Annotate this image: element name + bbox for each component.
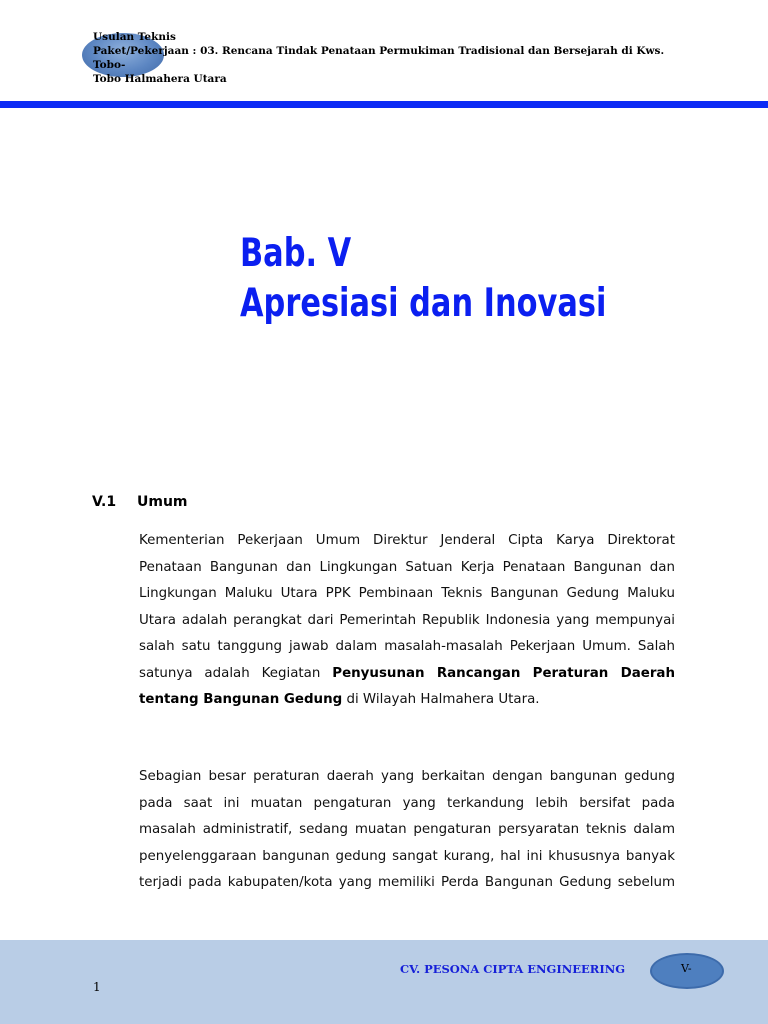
paragraph-line (139, 661, 675, 688)
footer-band (0, 940, 768, 1024)
paragraph-line: Utara adalah perangkat dari Pemerintah Republik Indonesia yang mempunyai (139, 612, 675, 628)
paragraph-line: pada saat ini muatan pengaturan yang terkandung lebih bersifat pada (139, 795, 675, 811)
paragraph-line: Kementerian Pekerjaan Umum Direktur Jenderal Cipta Karya Direktorat (139, 533, 675, 548)
bold-text: Penyusunan Rancangan Peraturan Daerah (332, 665, 675, 681)
bold-text: tentang Bangunan Gedung (139, 692, 343, 707)
section-heading (92, 492, 188, 512)
chapter-name: Apresiasi dan Inovasi (240, 281, 607, 326)
header-rule (0, 101, 768, 108)
paragraph-line: salah satu tanggung jawab dalam masalah-masalah Pekerjaan Umum. Salah (139, 639, 675, 654)
paragraph-2 (139, 764, 675, 897)
paragraph-line (139, 687, 675, 714)
document-header (93, 30, 693, 86)
chapter-title (240, 229, 606, 329)
paragraph-line: masalah administratif, sedang muatan pengaturan persyaratan teknis dalam (139, 822, 675, 837)
footer-company-name: CV. PESONA CIPTA ENGINEERING (400, 962, 626, 976)
header-line-2: Paket/Pekerjaan : 03. Rencana Tindak Penataan Permukiman Tradisional dan Bersejarah di Kws. Tobo- (93, 45, 665, 71)
page-number: 1 (93, 980, 101, 994)
header-line-1: Usulan Teknis (93, 31, 176, 43)
chapter-number: Bab. V (240, 231, 352, 276)
section-title: Umum (137, 494, 188, 510)
paragraph-line: terjadi pada kabupaten/kota yang memiliki Perda Bangunan Gedung sebelum (139, 875, 675, 890)
section-number: V.1 (92, 494, 117, 510)
paragraph-text: di Wilayah Halmahera Utara. (342, 692, 540, 707)
paragraph-line: Penataan Bangunan dan Lingkungan Satuan Kerja Penataan Bangunan dan (139, 559, 675, 575)
paragraph-line: Sebagian besar peraturan daerah yang berkaitan dengan bangunan gedung (139, 769, 675, 784)
paragraph-text: satunya adalah Kegiatan (139, 665, 321, 681)
page-chapter-label: V- (681, 962, 692, 975)
paragraph-line: Lingkungan Maluku Utara PPK Pembinaan Teknis Bangunan Gedung Maluku (139, 586, 675, 601)
paragraph-line: penyelenggaraan bangunan gedung sangat kurang, hal ini khususnya banyak (139, 848, 675, 864)
paragraph-1 (139, 528, 675, 714)
header-line-3: Tobo Halmahera Utara (93, 73, 227, 85)
